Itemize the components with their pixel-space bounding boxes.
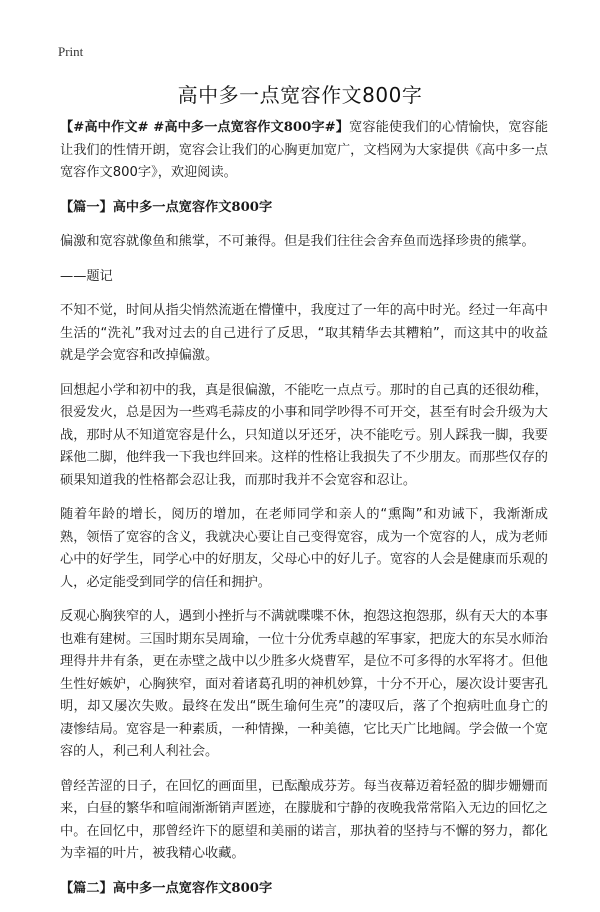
paragraph: 不知不觉，时间从指尖悄然流逝在懵懂中，我度过了一年的高中时光。经过一年高中生活的“洗礼”我对过去的自己进行了反思，“取其精华去其糟粕”，而这其中的收益就是学会宽容和改掉偏激。 — [60, 303, 548, 363]
section-marker: 【篇一】 — [60, 199, 113, 215]
intro-paragraph — [60, 117, 548, 185]
epigraph-attribution: ——题记 — [60, 268, 113, 284]
paragraph: 反观心胸狭窄的人，遇到小挫折与不满就喋喋不休，抱怨这抱怨那，纵有天大的本事也难有建树。三国时期东吴周瑜，一位十分优秀卓越的军事家，把庞大的东吴水师治理得井井有条，更在赤壁之战中以少胜多火烧曹军，是位不可多得的水军将才。但他生性好嫉妒，心胸狭窄，面对着诸葛孔明的神机妙算，十分不开心，屡次设计要害孔明，却又屡次失败。最终在发出“既生瑜何生亮”的凄叹后，落了个抱病吐血身亡的凄惨结局。宽容是一种素质，一种情操，一种美德，它比天广比地阔。学会做一个宽容的人，利己利人利社会。 — [60, 609, 548, 759]
section-heading-text: 高中多一点宽容作文800字 — [112, 880, 273, 896]
print-link[interactable]: Print — [58, 44, 84, 59]
article-body — [60, 117, 548, 912]
section-heading-1 — [60, 197, 548, 220]
paragraph: 回想起小学和初中的我，真是很偏激，不能吃一点点亏。那时的自己真的还很幼稚，很爱发火，总是因为一些鸡毛蒜皮的小事和同学吵得不可开交，甚至有时会升级为大战，那时从不知道宽容是什么，只知道以牙还牙，决不能吃亏。别人踩我一脚，我要踩他二脚，他绊我一下我也绊回来。这样的性格让我损失了不少朋友。而那些仅存的硕果知道我的性格都会忍让我，而那时我并不会宽容和忍让。 — [60, 382, 548, 488]
intro-tag: 【#高中作文# #高中多一点宽容作文800字#】 — [60, 120, 350, 135]
section-marker: 【篇二】 — [60, 880, 113, 896]
intro-text: 宽容能使我们的心情愉快，宽容能让我们的性情开朗，宽容会让我们的心胸更加宽广，文档网为大家提供《高中多一点宽容作文800字》，欢迎阅读。 — [60, 120, 549, 180]
paragraph: 随着年龄的增长，阅历的增加，在老师同学和亲人的“熏陶”和劝诫下，我渐渐成熟，领悟了宽容的含义，我就决心要让自己变得宽容，成为一个宽容的人，成为老师心中的好学生，同学心中的好朋友，父母心中的好儿子。宽容的人会是健康而乐观的人，必定能受到同学的信任和拥护。 — [60, 507, 548, 590]
section-heading-2 — [60, 878, 548, 901]
paragraph: 曾经苦涩的日子，在回忆的画面里，已酝酿成芬芳。每当夜幕迈着轻盈的脚步姗姗而来，白昼的繁华和喧闹渐渐销声匿迹，在朦胧和宁静的夜晚我常常陷入无边的回忆之中。在回忆中，那曾经许下的愿望和美丽的诺言，那执着的坚持与不懈的努力，都化为幸福的叶片，被我精心收藏。 — [60, 778, 548, 861]
paragraph: 偏激和宽容就像鱼和熊掌，不可兼得。但是我们往往会舍弃鱼而选择珍贵的熊掌。 — [60, 234, 535, 249]
section-heading-text: 高中多一点宽容作文800字 — [112, 199, 273, 215]
page-title: 高中多一点宽容作文800字 — [177, 83, 423, 107]
